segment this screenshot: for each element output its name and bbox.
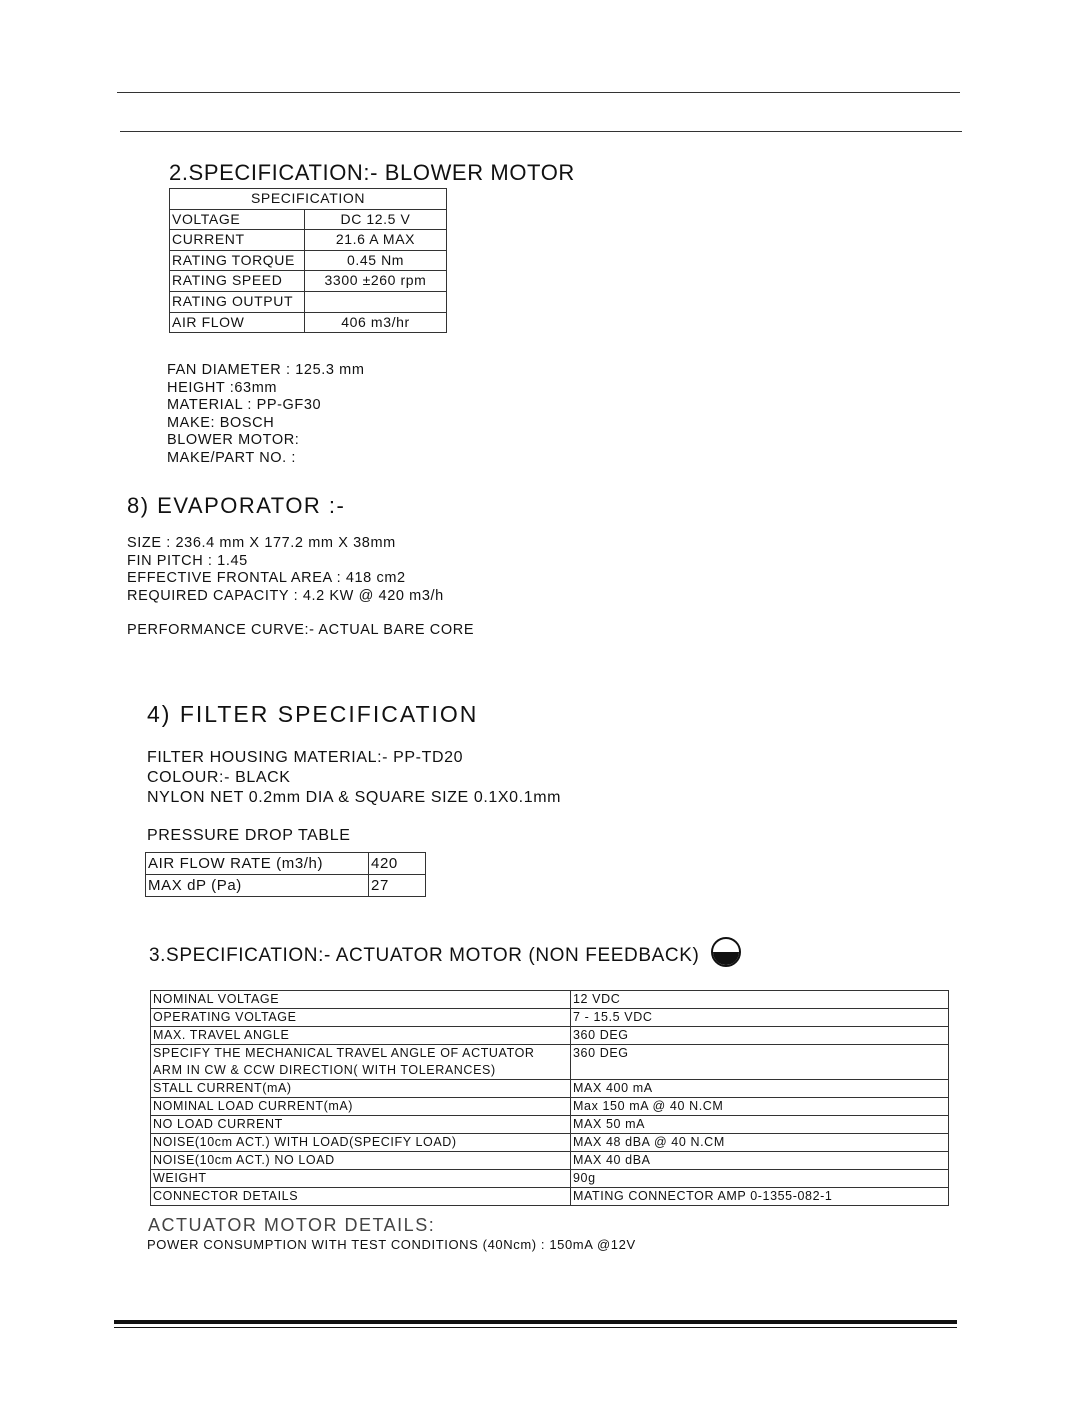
filter-row-label: AIR FLOW RATE (m3/h) (146, 853, 369, 875)
blower-row-value: 406 m3/hr (305, 312, 447, 333)
table-row (151, 1027, 949, 1045)
actuator-section-title: 3.SPECIFICATION:- ACTUATOR MOTOR (NON FEEDBACK) (149, 945, 700, 967)
blower-row-value: DC 12.5 V (305, 209, 447, 230)
blower-row-label: AIR FLOW (170, 312, 305, 333)
actuator-row-label-line2: ARM IN CW & CCW DIRECTION( WITH TOLERANCES) (153, 1063, 496, 1077)
blower-notes (167, 362, 365, 468)
evaporator-section-title: 8) EVAPORATOR :- (127, 493, 346, 518)
actuator-row-label-line1: SPECIFY THE MECHANICAL TRAVEL ANGLE OF ACTUATOR (153, 1046, 535, 1060)
actuator-row-label: NOMINAL LOAD CURRENT(mA) (151, 1098, 571, 1116)
actuator-details-line: POWER CONSUMPTION WITH TEST CONDITIONS (40Ncm) : 150mA @12V (147, 1237, 636, 1252)
pressure-drop-title: PRESSURE DROP TABLE (147, 827, 351, 844)
footer-rule-thin (114, 1327, 957, 1328)
actuator-row-value: MATING CONNECTOR AMP 0-1355-082-1 (571, 1188, 949, 1206)
table-row (170, 291, 447, 312)
blower-row-label: CURRENT (170, 230, 305, 251)
actuator-row-value: MAX 50 mA (571, 1116, 949, 1134)
actuator-row-label: NOISE(10cm ACT.) NO LOAD (151, 1152, 571, 1170)
blower-row-label: RATING OUTPUT (170, 291, 305, 312)
evaporator-line: EFFECTIVE FRONTAL AREA : 418 cm2 (127, 570, 406, 587)
filter-line: FILTER HOUSING MATERIAL:- PP-TD20 (147, 749, 464, 766)
blower-row-label: RATING SPEED (170, 271, 305, 292)
actuator-row-label: OPERATING VOLTAGE (151, 1009, 571, 1027)
table-row (151, 1152, 949, 1170)
filter-line: COLOUR:- BLACK (147, 769, 291, 786)
evaporator-line: FIN PITCH : 1.45 (127, 552, 248, 569)
actuator-row-label: STALL CURRENT(mA) (151, 1080, 571, 1098)
table-row (151, 991, 949, 1009)
table-row (170, 209, 447, 230)
blower-note: MAKE/PART NO. : (167, 449, 297, 466)
blower-note: MAKE: BOSCH (167, 414, 275, 431)
actuator-spec-table (150, 990, 949, 1206)
actuator-details-title: ACTUATOR MOTOR DETAILS: (148, 1215, 436, 1235)
actuator-row-label (151, 1045, 571, 1080)
pressure-drop-table (145, 852, 426, 897)
actuator-row-value: 90g (571, 1170, 949, 1188)
blower-row-value (305, 291, 447, 312)
header-rule-top (117, 92, 960, 93)
table-row (146, 853, 426, 875)
actuator-row-value: 12 VDC (571, 991, 949, 1009)
blower-table-header: SPECIFICATION (170, 189, 447, 210)
blower-row-label: VOLTAGE (170, 209, 305, 230)
header-rule-bottom (120, 131, 962, 132)
blower-row-value: 0.45 Nm (305, 250, 447, 271)
actuator-row-label: NO LOAD CURRENT (151, 1116, 571, 1134)
actuator-row-value: 360 DEG (571, 1027, 949, 1045)
table-row (170, 189, 447, 210)
evaporator-lines (127, 535, 444, 605)
table-row (151, 1134, 949, 1152)
evaporator-line: SIZE : 236.4 mm X 177.2 mm X 38mm (127, 535, 396, 551)
evaporator-performance: PERFORMANCE CURVE:- ACTUAL BARE CORE (127, 622, 475, 638)
filter-section-title: 4) FILTER SPECIFICATION (147, 701, 479, 727)
blower-row-label: RATING TORQUE (170, 250, 305, 271)
actuator-row-value: MAX 400 mA (571, 1080, 949, 1098)
actuator-section-title-wrap (149, 945, 741, 967)
evaporator-line: REQUIRED CAPACITY : 4.2 KW @ 420 m3/h (127, 587, 444, 604)
actuator-row-value: 360 DEG (571, 1045, 949, 1080)
table-row (151, 1188, 949, 1206)
table-row (170, 271, 447, 292)
table-row (151, 1080, 949, 1098)
filter-lines (147, 748, 561, 808)
table-row (170, 250, 447, 271)
filter-row-value: 420 (369, 853, 426, 875)
table-row (151, 1098, 949, 1116)
actuator-row-label: NOMINAL VOLTAGE (151, 991, 571, 1009)
blower-note: FAN DIAMETER : 125.3 mm (167, 362, 365, 378)
actuator-row-value: 7 - 15.5 VDC (571, 1009, 949, 1027)
actuator-row-value: Max 150 mA @ 40 N.CM (571, 1098, 949, 1116)
table-row (170, 230, 447, 251)
blower-spec-table (169, 188, 447, 333)
table-row (146, 875, 426, 897)
blower-row-value: 3300 ±260 rpm (305, 271, 447, 292)
blower-section-title: 2.SPECIFICATION:- BLOWER MOTOR (169, 160, 575, 185)
actuator-row-value: MAX 40 dBA (571, 1152, 949, 1170)
table-row (151, 1009, 949, 1027)
filter-line: NYLON NET 0.2mm DIA & SQUARE SIZE 0.1X0.1mm (147, 789, 562, 806)
filter-row-label: MAX dP (Pa) (146, 875, 369, 897)
actuator-row-label: CONNECTOR DETAILS (151, 1188, 571, 1206)
actuator-row-label: NOISE(10cm ACT.) WITH LOAD(SPECIFY LOAD) (151, 1134, 571, 1152)
table-row (151, 1170, 949, 1188)
blower-note: BLOWER MOTOR: (167, 432, 300, 449)
blower-note: HEIGHT :63mm (167, 379, 278, 396)
footer-rule-thick (114, 1320, 957, 1324)
table-row (151, 1116, 949, 1134)
blower-note: MATERIAL : PP-GF30 (167, 397, 322, 414)
filter-row-value: 27 (369, 875, 426, 897)
blower-row-value: 21.6 A MAX (305, 230, 447, 251)
actuator-row-value: MAX 48 dBA @ 40 N.CM (571, 1134, 949, 1152)
actuator-row-label: WEIGHT (151, 1170, 571, 1188)
table-row (151, 1045, 949, 1080)
actuator-row-label: MAX. TRAVEL ANGLE (151, 1027, 571, 1045)
table-row (170, 312, 447, 333)
half-filled-circle-icon (711, 937, 741, 967)
